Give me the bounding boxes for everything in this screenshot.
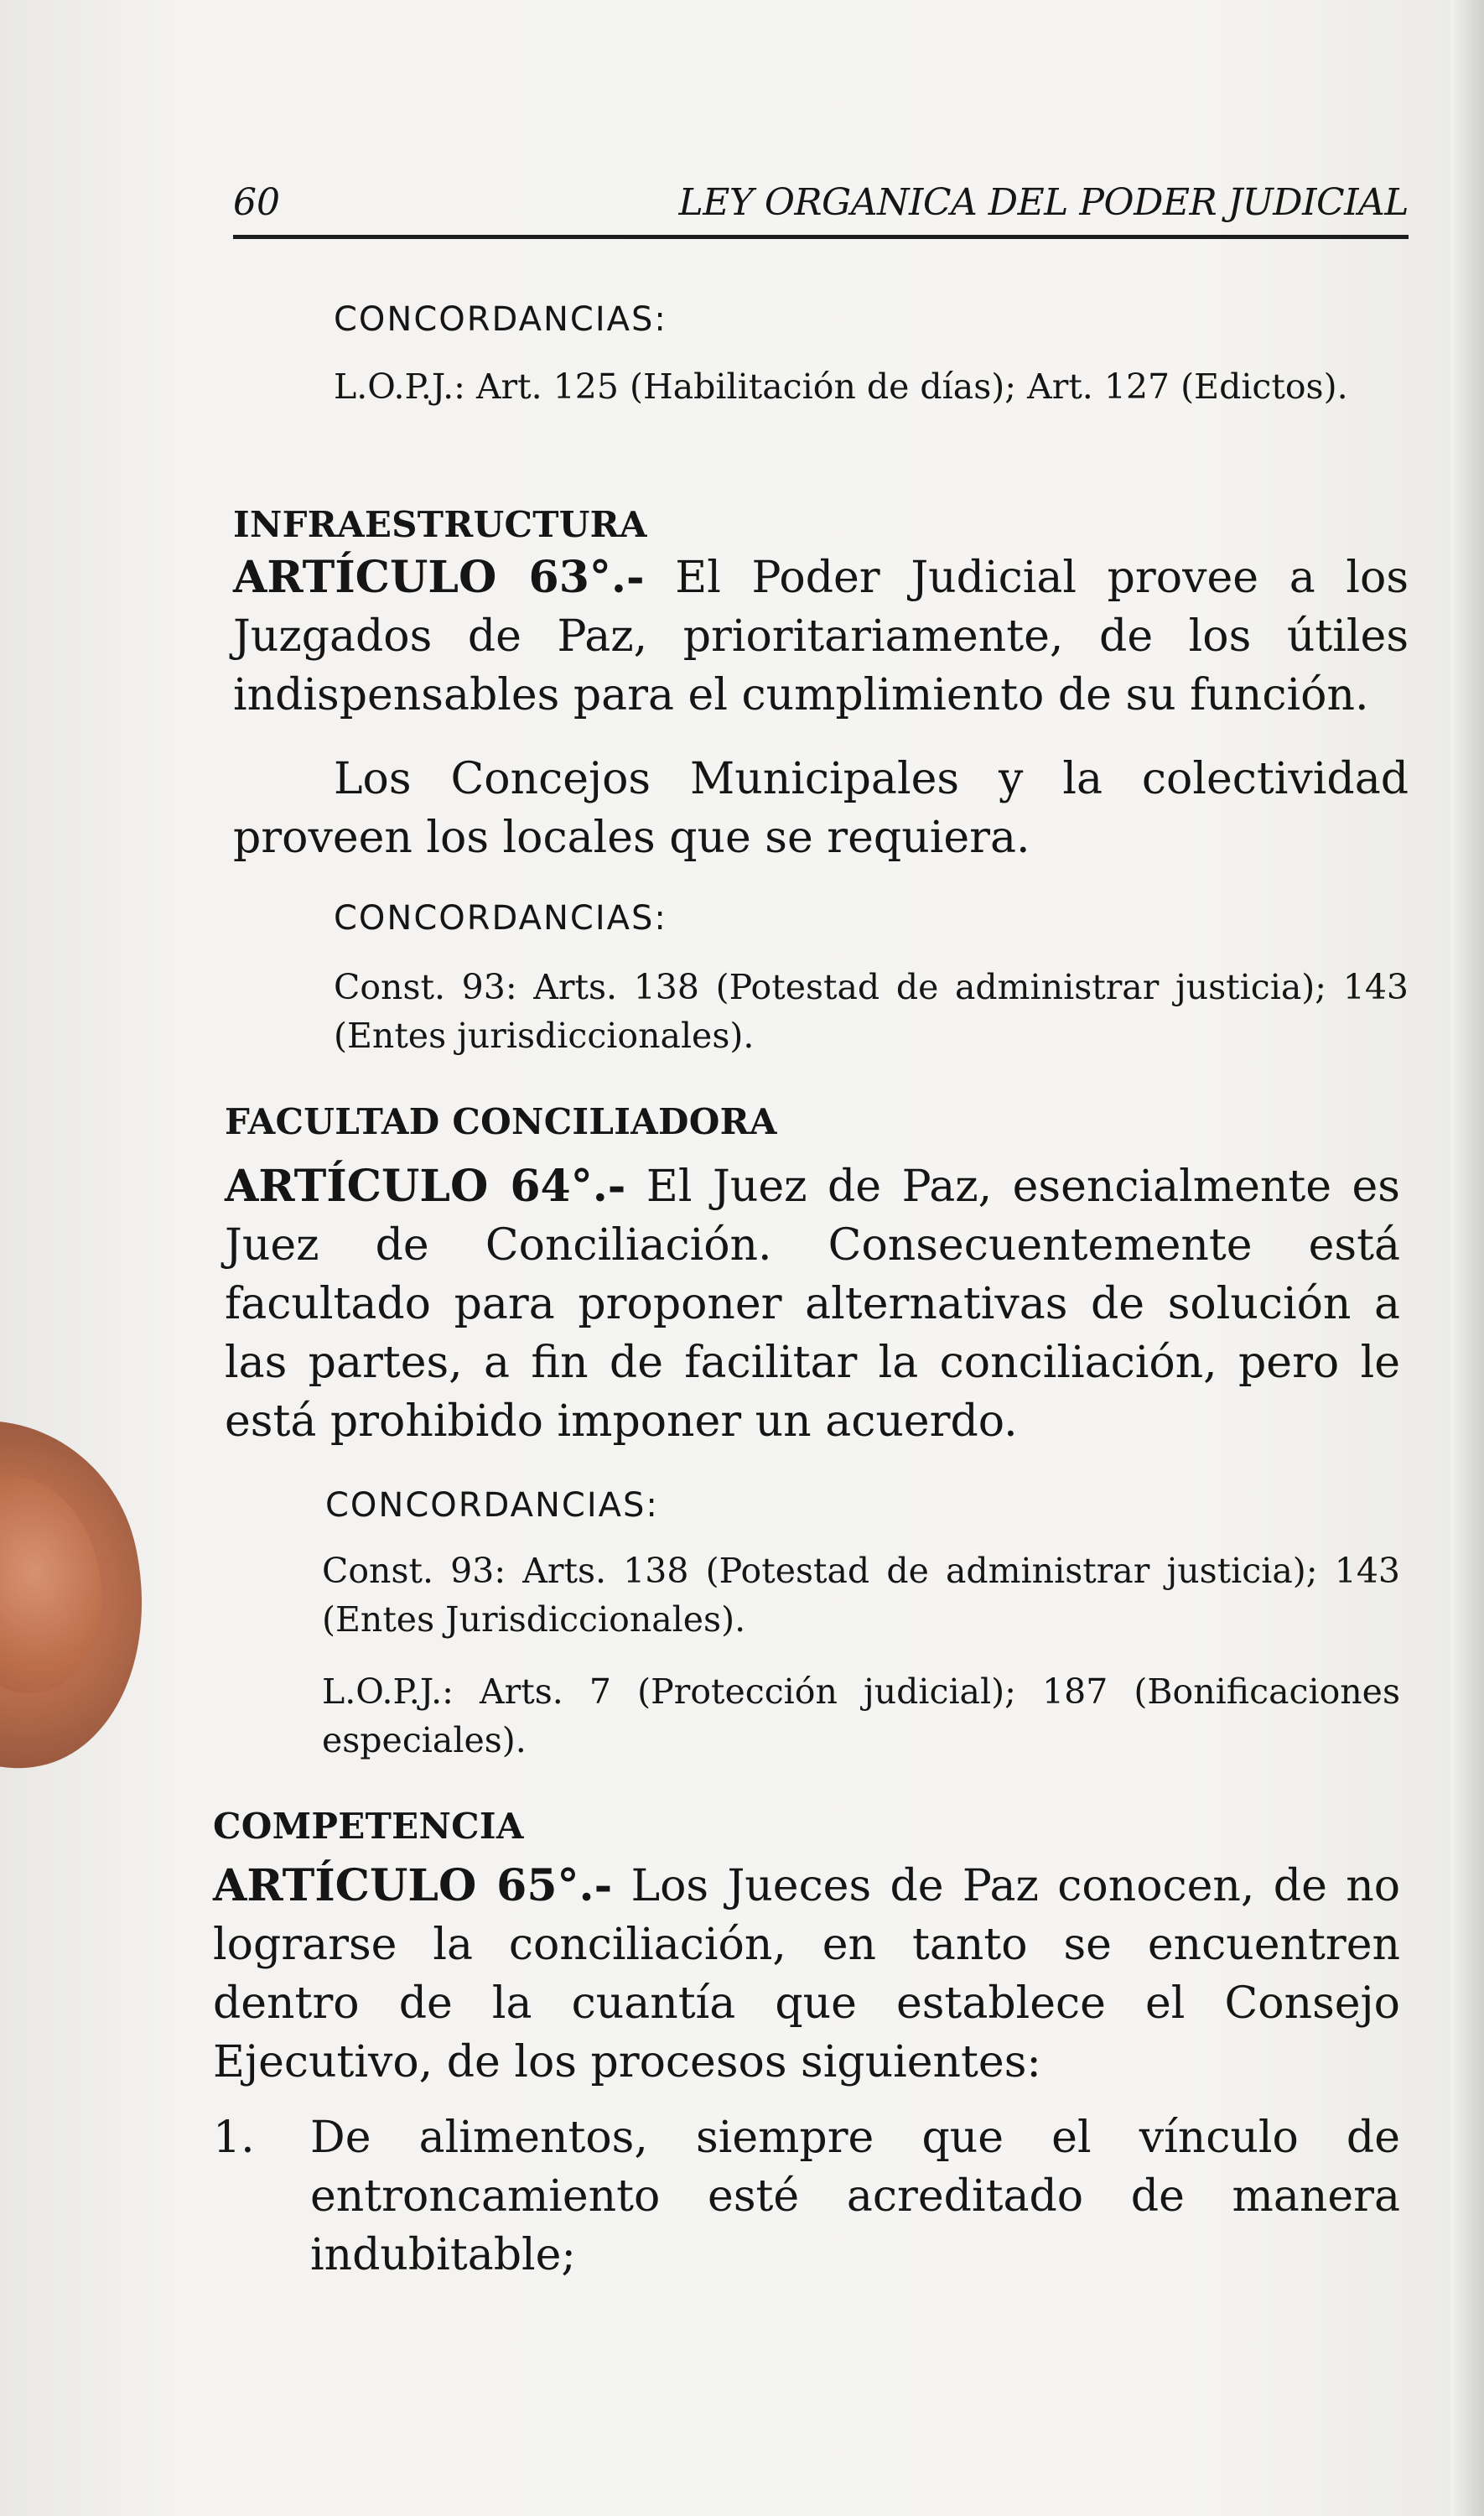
article-65-label: ARTÍCULO 65°.- <box>213 1860 613 1911</box>
section-heading-competencia: COMPETENCIA <box>213 1806 524 1847</box>
list-item-text: De alimentos, siempre que el vínculo de entroncamiento esté acreditado de manera indubitable; <box>310 2113 1400 2280</box>
running-title: LEY ORGANICA DEL PODER JUDICIAL <box>678 181 1409 224</box>
article-64-text: El Juez de Paz, esencialmente es Juez de Conciliación. Consecuentemente está facultado para proponer alternativas de solución a las partes, a fin de facilitar la conciliación, pero le está prohibido imponer un acuerdo. <box>225 1162 1400 1447</box>
header-rule <box>233 235 1409 239</box>
article-64 <box>225 1157 1400 1451</box>
list-item-number: 1. <box>213 2113 255 2163</box>
page-edge-shadow <box>1450 0 1484 2516</box>
article-65-text: Los Jueces de Paz conocen, de no lograrse la conciliación, en tanto se encuentren dentro de la cuantía que establece el Consejo Ejecutivo, de los procesos siguientes: <box>213 1861 1400 2087</box>
article-63-paragraph-2: Los Concejos Municipales y la colectividad proveen los locales que se requiera. <box>233 754 1409 863</box>
page-number: 60 <box>233 181 280 224</box>
concordancias-title: CONCORDANCIAS: <box>334 300 667 339</box>
article-64-label: ARTÍCULO 64°.- <box>225 1161 626 1212</box>
concordancias-text: Const. 93: Arts. 138 (Potestad de administrar justicia); 143 (Entes jurisdiccionales). <box>334 967 1409 1056</box>
article-63-label: ARTÍCULO 63°.- <box>233 552 645 603</box>
concordancias-text: Const. 93: Arts. 138 (Potestad de administrar justicia); 143 (Entes Jurisdiccionales). <box>322 1551 1400 1640</box>
section-heading-facultad-conciliadora: FACULTAD CONCILIADORA <box>225 1101 777 1142</box>
concordancias-title: CONCORDANCIAS: <box>334 899 667 938</box>
article-65 <box>213 1857 1400 2092</box>
concordancias-text: L.O.P.J.: Arts. 7 (Protección judicial); 187 (Bonificaciones especiales). <box>322 1671 1400 1760</box>
article-63-text: El Poder Judicial provee a los Juzgados de Paz, prioritariamente, de los útiles indispensables para el cumplimiento de su función. <box>233 553 1409 720</box>
concordancias-text: L.O.P.J.: Art. 125 (Habilitación de días); Art. 127 (Edictos). <box>334 366 1348 407</box>
article-63 <box>233 548 1409 725</box>
page-header <box>233 174 1409 228</box>
concordancias-title: CONCORDANCIAS: <box>325 1486 659 1525</box>
section-heading-infraestructura: INFRAESTRUCTURA <box>233 504 647 545</box>
